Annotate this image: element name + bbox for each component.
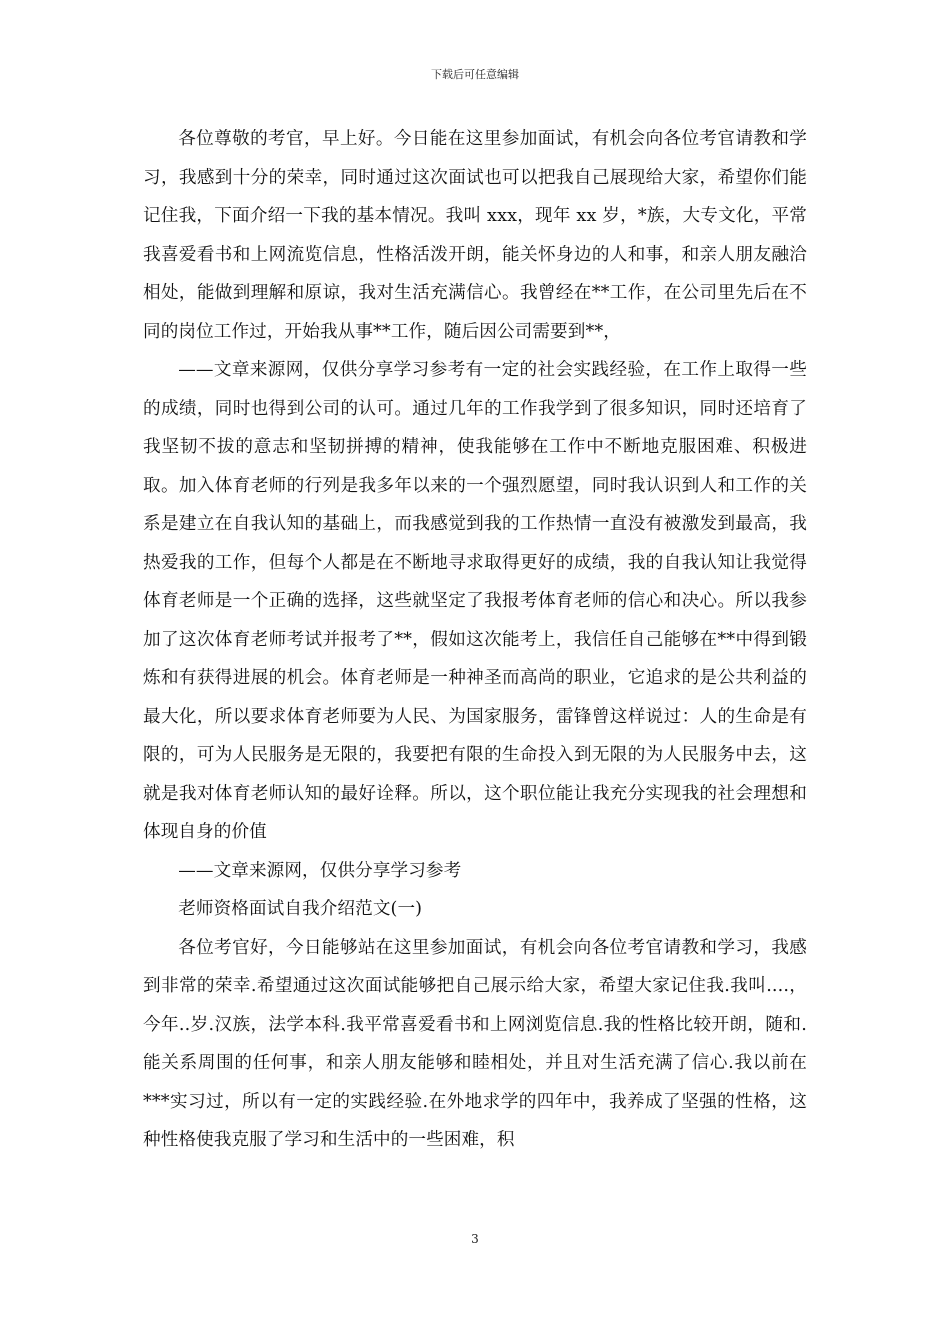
paragraph-experience: ——文章来源网，仅供分享学习参考有一定的社会实践经验，在工作上取得一些的成绩，同时也得到公司的认可。通过几年的工作我学到了很多知识，同时还培育了我坚韧不拔的意志和坚韧拼搏的精神，使我能够在工作中不断地克服困难、积极进取。加入体育老师的行列是我多年以来的一个强烈愿望，同时我认识到人和工作的关系是建立在自我认知的基础上，而我感觉到我的工作热情一直没有被激发到最高，我热爱我的工作，但每个人都是在不断地寻求取得更好的成绩，我的自我认知让我觉得体育老师是一个正确的选择，这些就坚定了我报考体育老师的信心和决心。所以我参加了这次体育老师考试并报考了**，假如这次能考上，我信任自己能够在**中得到锻炼和有获得进展的机会。体育老师是一种神圣而高尚的职业，它追求的是公共利益的最大化，所以要求体育老师要为人民、为国家服务，雷锋曾这样说过：人的生命是有限的，可为人民服务是无限的，我要把有限的生命投入到无限的为人民服务中去，这就是我对体育老师认知的最好诠释。所以，这个职位能让我充分实现我的社会理想和体现自身的价值 [143, 360, 807, 842]
paragraph-sample-one: 各位考官好，今日能够站在这里参加面试，有机会向各位考官请教和学习，我感到非常的荣幸.希望通过这次面试能够把自己展示给大家，希望大家记住我.我叫....，今年..岁.汉族，法学本科.我平常喜爱看书和上网浏览信息.我的性格比较开朗，随和.能关系周围的任何事，和亲人朋友能够和睦相处，并且对生活充满了信心.我以前在***实习过，所以有一定的实践经验.在外地求学的四年中，我养成了坚强的性格，这种性格使我克服了学习和生活中的一些困难，积 [143, 937, 807, 1150]
source-note: ——文章来源网，仅供分享学习参考 [178, 860, 462, 881]
document-body [143, 120, 807, 1160]
page-number: 3 [471, 1232, 479, 1246]
paragraph-intro: 各位尊敬的考官，早上好。今日能在这里参加面试，有机会向各位考官请教和学习，我感到十分的荣幸，同时通过这次面试也可以把我自己展现给大家，希望你们能记住我，下面介绍一下我的基本情况。我叫 xxx，现年 xx 岁，*族，大专文化，平常我喜爱看书和上网流览信息，性格活泼开朗，能关怀身边的人和事，和亲人朋友融洽相处，能做到理解和原谅，我对生活充满信心。我曾经在**工作，在公司里先后在不同的岗位工作过，开始我从事**工作，随后因公司需要到**， [143, 129, 807, 342]
page-header: 下载后可任意编辑 [431, 68, 519, 81]
section-heading: 老师资格面试自我介绍范文(一) [178, 899, 423, 919]
